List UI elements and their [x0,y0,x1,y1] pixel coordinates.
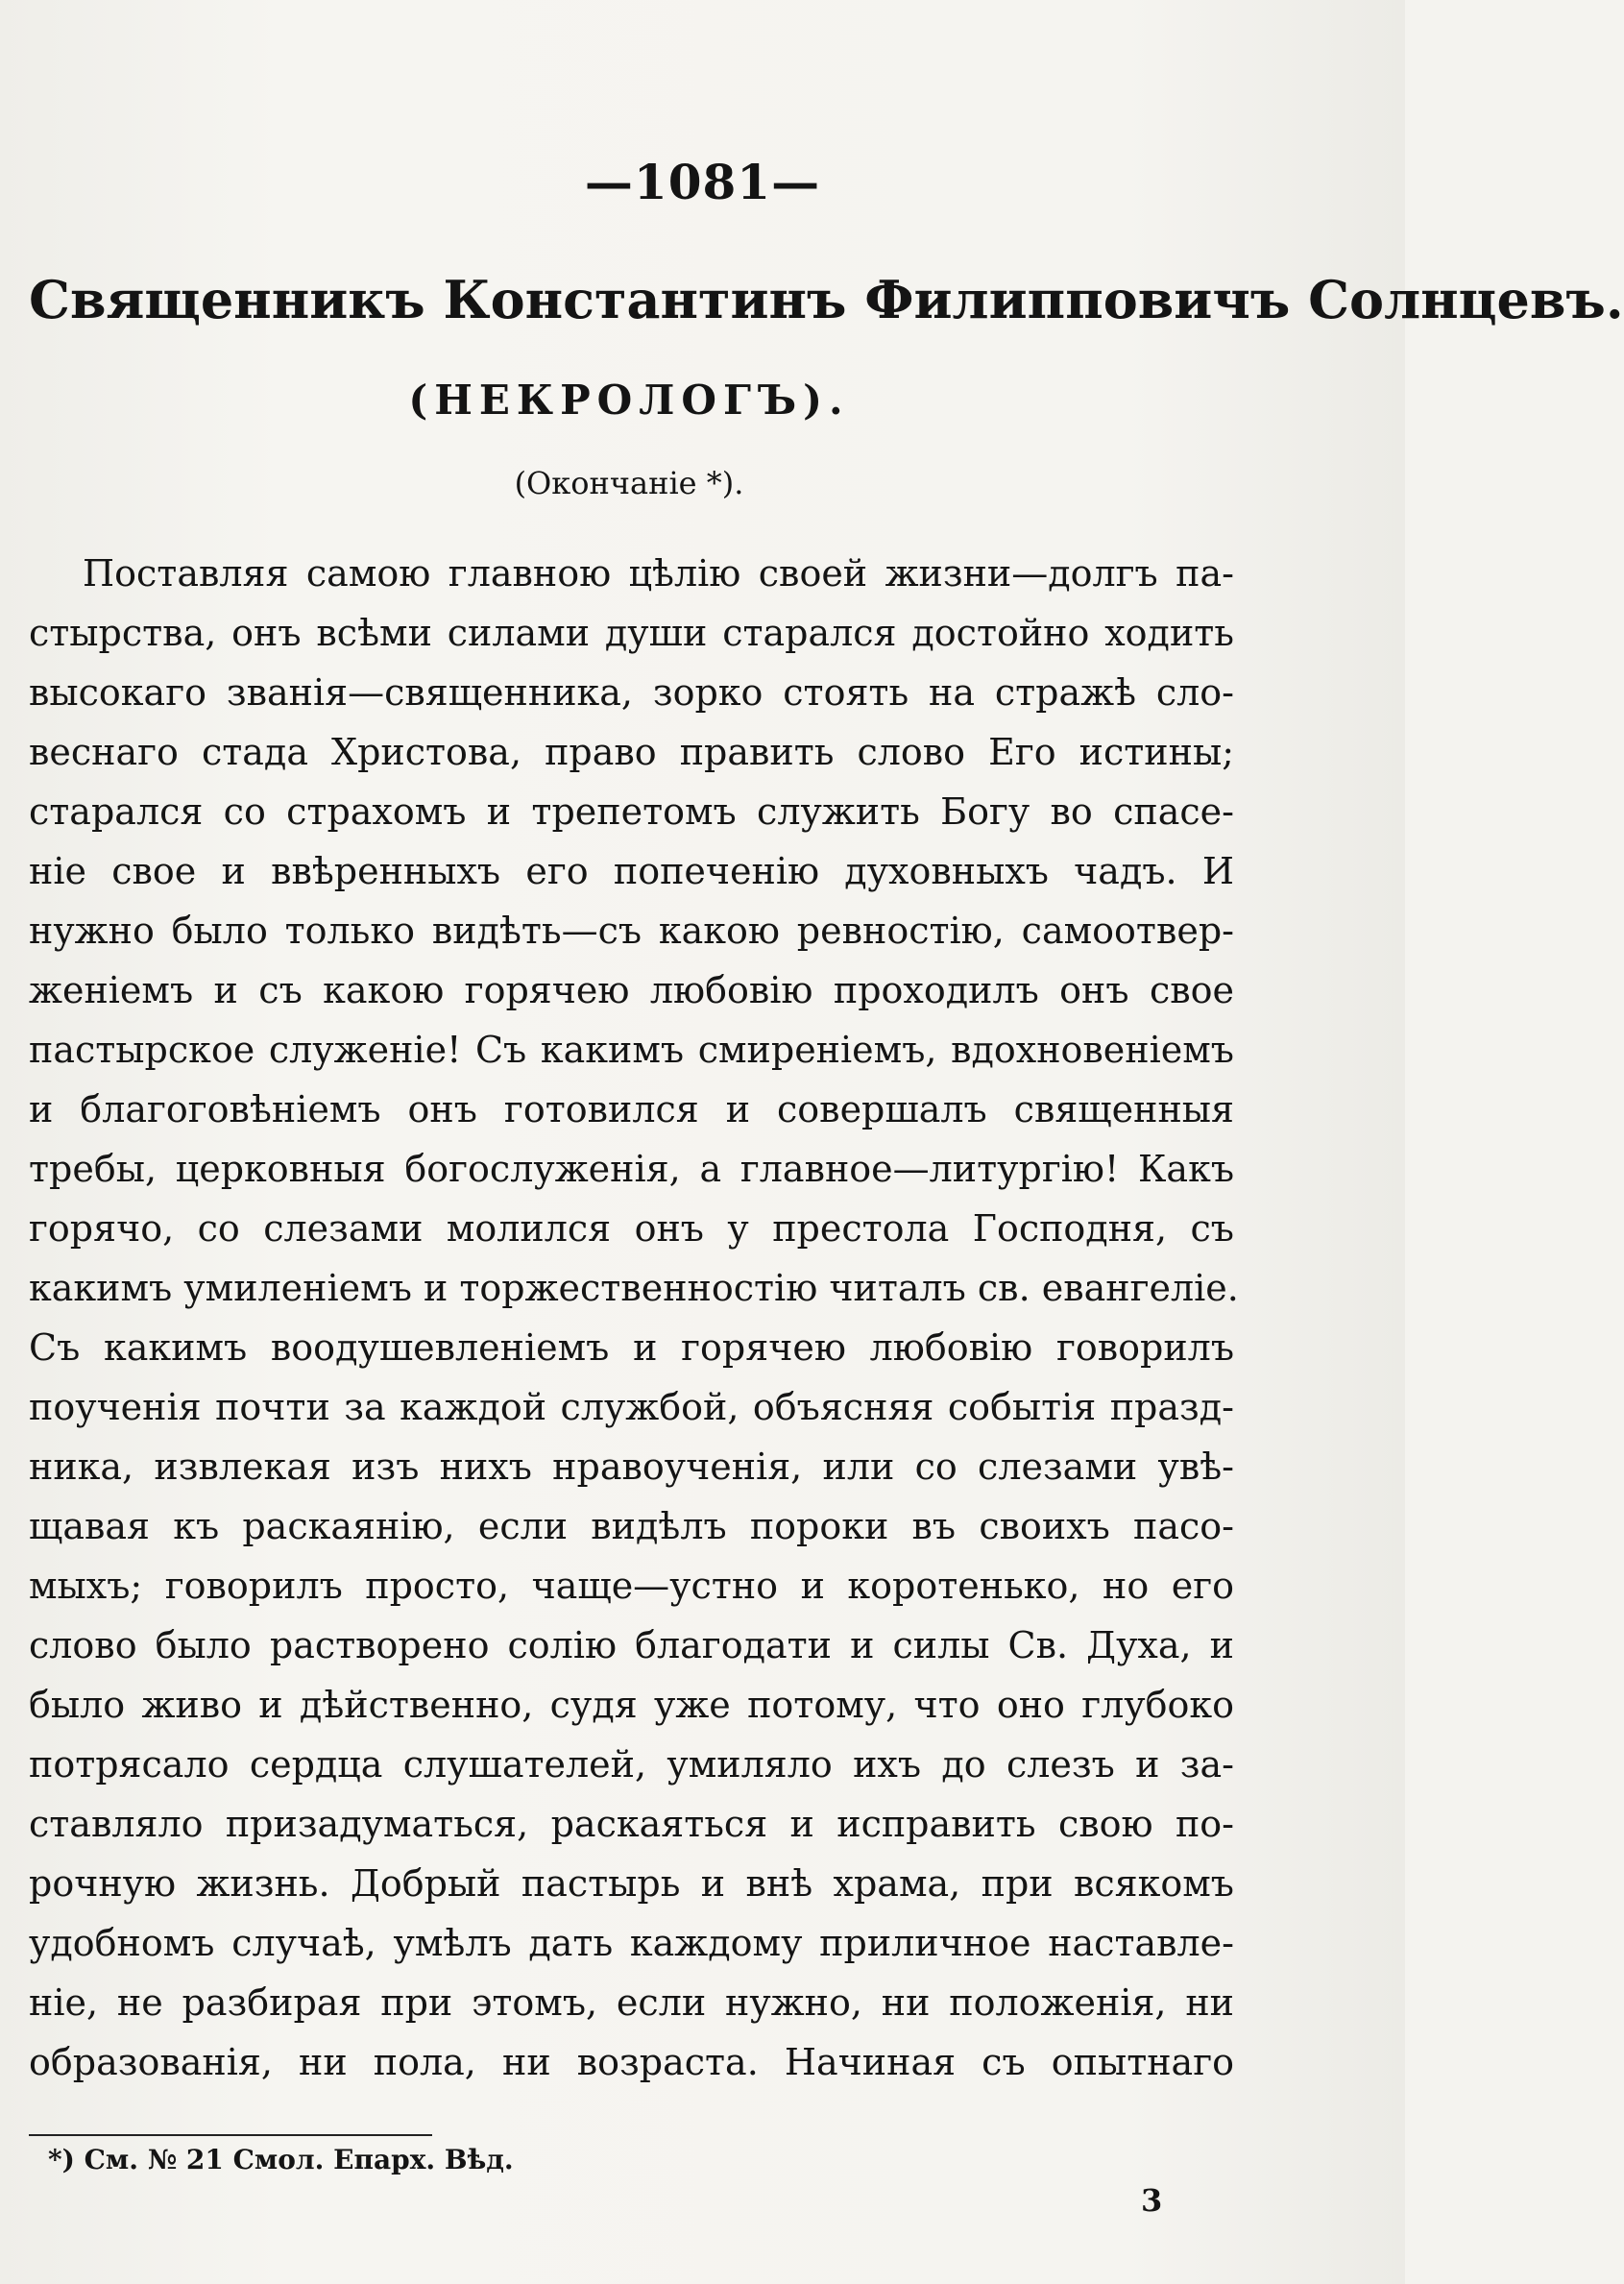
text-line: Съ какимъ воодушевленіемъ и горячею любовію говорилъ [29,1326,1234,1369]
text-line: образованія, ни пола, ни возраста. Начиная съ опытнаго [29,2041,1234,2083]
text-line: женіемъ и съ какою горячею любовію проходилъ онъ свое [29,969,1234,1011]
footnote: *) См. № 21 Смол. Епарх. Вѣд. [48,2144,514,2175]
text-line: ніе свое и ввѣренныхъ его попеченію духовныхъ чадъ. И [29,850,1234,892]
text-line: пастырское служеніе! Съ какимъ смиреніемъ, вдохновеніемъ [29,1029,1234,1071]
text-line: какимъ умиленіемъ и торжественностію читалъ св. евангеліе. [29,1267,1239,1309]
text-line: Поставляя самою главною цѣлію своей жизни—долгъ па- [83,552,1234,595]
text-line: веснаго стада Христова, право править слово Его истины; [29,731,1234,773]
text-line: ніе, не разбирая при этомъ, если нужно, ни положенія, ни [29,1981,1234,2024]
text-line: потрясало сердца слушателей, умиляло ихъ до слезъ и за- [29,1743,1234,1786]
page-number: —1081— [584,154,821,210]
text-line: стырства, онъ всѣми силами души старался достойно ходить [29,612,1234,654]
text-line: старался со страхомъ и трепетомъ служить Богу во спасе- [29,790,1234,833]
continuation-note: (Окончаніе *). [514,465,744,501]
text-line: мыхъ; говорилъ просто, чаще—устно и коротенько, но его [29,1565,1234,1607]
signature-mark: 3 [1141,2182,1163,2219]
article-body [29,544,1239,2092]
text-line: горячо, со слезами молился онъ у престола Господня, съ [29,1207,1234,1250]
text-line: требы, церковныя богослуженія, а главное—литургію! Какъ [29,1148,1234,1190]
text-line: слово было растворено солію благодати и силы Св. Духа, и [29,1624,1234,1666]
text-line: поученія почти за каждой службой, объясняя событія празд- [29,1386,1234,1428]
article-subtitle: (НЕКРОЛОГЪ). [408,377,850,424]
footnote-divider [29,2134,432,2136]
text-line: ставляло призадуматься, раскаяться и исправить свою по- [29,1803,1234,1845]
text-line: рочную жизнь. Добрый пастырь и внѣ храма, при всякомъ [29,1862,1234,1905]
text-line: удобномъ случаѣ, умѣлъ дать каждому приличное наставле- [29,1922,1234,1964]
text-line: щавая къ раскаянію, если видѣлъ пороки въ своихъ пасо- [29,1505,1234,1547]
article-title: Священникъ Константинъ Филипповичъ Солнцевъ. [29,269,1624,330]
text-line: ника, извлекая изъ нихъ нравоученія, или со слезами увѣ- [29,1446,1234,1488]
text-line: высокаго званія—священника, зорко стоять на стражѣ сло- [29,671,1234,714]
text-line: было живо и дѣйственно, судя уже потому, что оно глубоко [29,1684,1234,1726]
text-line: нужно было только видѣть—съ какою ревностію, самоотвер- [29,910,1234,952]
text-line: и благоговѣніемъ онъ готовился и совершалъ священныя [29,1088,1234,1130]
